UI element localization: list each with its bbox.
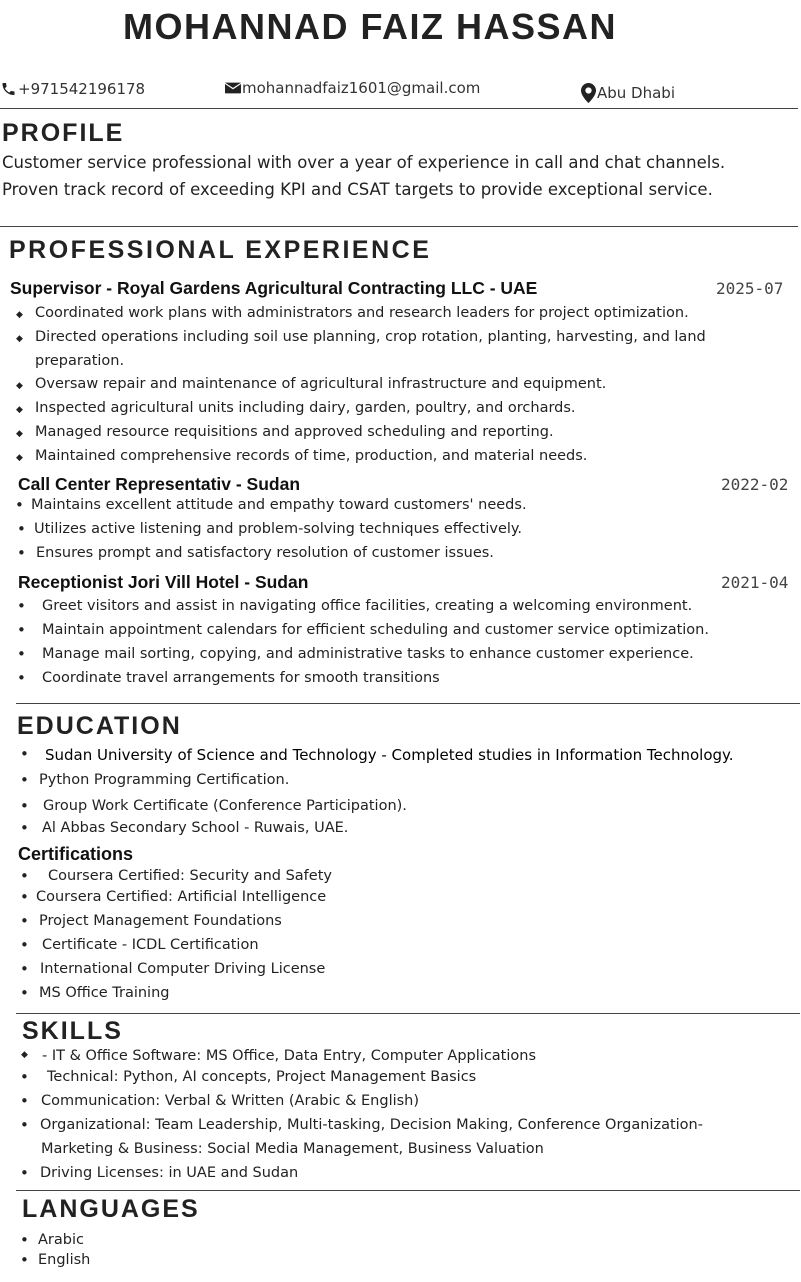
education-item: Python Programming Certification. (39, 772, 290, 788)
bullet-icon: • (20, 1231, 29, 1249)
divider (16, 1190, 800, 1191)
job-bullet: Oversaw repair and maintenance of agricultural infrastructure and equipment. (35, 376, 607, 392)
email-text: mohannadfaiz1601@gmail.com (242, 79, 481, 97)
profile-line: Customer service professional with over a year of experience in call and chat channels. (2, 153, 726, 172)
job-date: 2022-02 (721, 475, 789, 494)
resume-name: MOHANNAD FAIZ HASSAN (123, 6, 617, 47)
bullet-icon: • (20, 867, 29, 885)
job-bullet: preparation. (35, 353, 125, 369)
certification-item: International Computer Driving License (40, 961, 326, 977)
certification-item: Project Management Foundations (39, 913, 282, 929)
certification-item: Coursera Certified: Security and Safety (48, 868, 332, 884)
location-pin-icon (581, 83, 596, 103)
bullet-icon: ◆ (16, 381, 23, 391)
bullet-icon: • (20, 819, 29, 837)
bullet-icon: ◆ (21, 1050, 28, 1060)
skill-item: - IT & Office Software: MS Office, Data Entry, Computer Applications (42, 1048, 537, 1064)
section-heading-experience: PROFESSIONAL EXPERIENCE (9, 236, 432, 264)
certification-item: Coursera Certified: Artificial Intelligence (36, 889, 327, 905)
job-date: 2021-04 (721, 573, 789, 592)
bullet-icon: • (17, 544, 26, 562)
skill-item: Driving Licenses: in UAE and Sudan (40, 1165, 299, 1181)
bullet-icon: • (17, 645, 26, 663)
envelope-icon (225, 82, 241, 94)
job-bullet: Maintains excellent attitude and empathy toward customers' needs. (31, 497, 527, 513)
bullet-icon: ◆ (16, 453, 23, 463)
bullet-icon: ◆ (16, 334, 23, 344)
bullet-icon: • (17, 520, 26, 538)
education-item: Al Abbas Secondary School - Ruwais, UAE. (42, 820, 349, 836)
subheading-certifications: Certifications (18, 844, 134, 864)
job-bullet: Manage mail sorting, copying, and administrative tasks to enhance customer experience. (42, 646, 694, 662)
bullet-icon: • (20, 1116, 29, 1134)
bullet-icon: • (20, 771, 29, 789)
job-bullet: Managed resource requisitions and approved scheduling and reporting. (35, 424, 554, 440)
language-item: Arabic (38, 1232, 84, 1248)
contact-location (581, 83, 675, 103)
job-bullet: Directed operations including soil use planning, crop rotation, planting, harvesting, and land (35, 329, 706, 345)
location-text: Abu Dhabi (597, 84, 675, 102)
contact-phone (0, 80, 145, 98)
job-date: 2025-07 (716, 279, 784, 298)
job-bullet: Maintain appointment calendars for efficient scheduling and customer service optimization. (42, 622, 709, 638)
bullet-icon: ◆ (16, 310, 23, 320)
job-bullet: Maintained comprehensive records of time, production, and material needs. (35, 448, 588, 464)
skill-item: Organizational: Team Leadership, Multi-tasking, Decision Making, Conference Organization- (40, 1117, 703, 1133)
bullet-icon: • (20, 797, 29, 815)
education-item: Group Work Certificate (Conference Participation). (43, 798, 407, 814)
bullet-icon: • (20, 912, 29, 930)
language-item: English (38, 1252, 91, 1268)
bullet-icon: • (20, 1164, 29, 1182)
phone-icon (0, 81, 17, 97)
bullet-icon: • (20, 1251, 29, 1269)
job-bullet: Inspected agricultural units including dairy, garden, poultry, and orchards. (35, 400, 576, 416)
bullet-icon: ◆ (16, 429, 23, 439)
bullet-icon: ◆ (16, 405, 23, 415)
bullet-icon: • (17, 669, 26, 687)
divider (0, 226, 798, 227)
divider (16, 703, 800, 704)
contact-email (225, 79, 480, 97)
phone-text: +971542196178 (18, 80, 146, 98)
bullet-icon: • (20, 1092, 29, 1110)
certification-item: MS Office Training (39, 985, 170, 1001)
section-heading-skills: SKILLS (22, 1017, 123, 1045)
job-title: Receptionist Jori Vill Hotel - Sudan (18, 572, 309, 592)
bullet-icon: • (20, 888, 29, 906)
job-bullet: Greet visitors and assist in navigating office facilities, creating a welcoming environment. (42, 598, 693, 614)
certification-item: Certificate - ICDL Certification (42, 937, 259, 953)
divider (16, 1013, 800, 1014)
job-title: Supervisor - Royal Gardens Agricultural Contracting LLC - UAE (10, 278, 538, 298)
bullet-icon: • (20, 936, 29, 954)
skill-item: Marketing & Business: Social Media Management, Business Valuation (41, 1141, 544, 1157)
bullet-icon: • (15, 496, 24, 514)
bullet-icon: • (20, 984, 29, 1002)
section-heading-education: EDUCATION (17, 712, 182, 740)
section-heading-languages: LANGUAGES (22, 1195, 200, 1223)
skill-item: Communication: Verbal & Written (Arabic & English) (41, 1093, 420, 1109)
job-bullet: Ensures prompt and satisfactory resolution of customer issues. (36, 545, 494, 561)
bullet-icon: • (17, 621, 26, 639)
job-bullet: Utilizes active listening and problem-solving techniques effectively. (34, 521, 523, 537)
bullet-icon: • (20, 745, 29, 763)
section-heading-profile: PROFILE (2, 119, 125, 147)
job-bullet: Coordinated work plans with administrators and research leaders for project optimization. (35, 305, 689, 321)
profile-line: Proven track record of exceeding KPI and CSAT targets to provide exceptional service. (2, 180, 713, 199)
divider (0, 108, 798, 109)
education-item: Sudan University of Science and Technology - Completed studies in Information Technology. (45, 746, 734, 764)
skill-item: Technical: Python, AI concepts, Project Management Basics (47, 1069, 477, 1085)
job-bullet: Coordinate travel arrangements for smooth transitions (42, 670, 440, 686)
bullet-icon: • (17, 597, 26, 615)
bullet-icon: • (20, 960, 29, 978)
job-title: Call Center Representativ - Sudan (18, 474, 301, 494)
bullet-icon: • (20, 1068, 29, 1086)
